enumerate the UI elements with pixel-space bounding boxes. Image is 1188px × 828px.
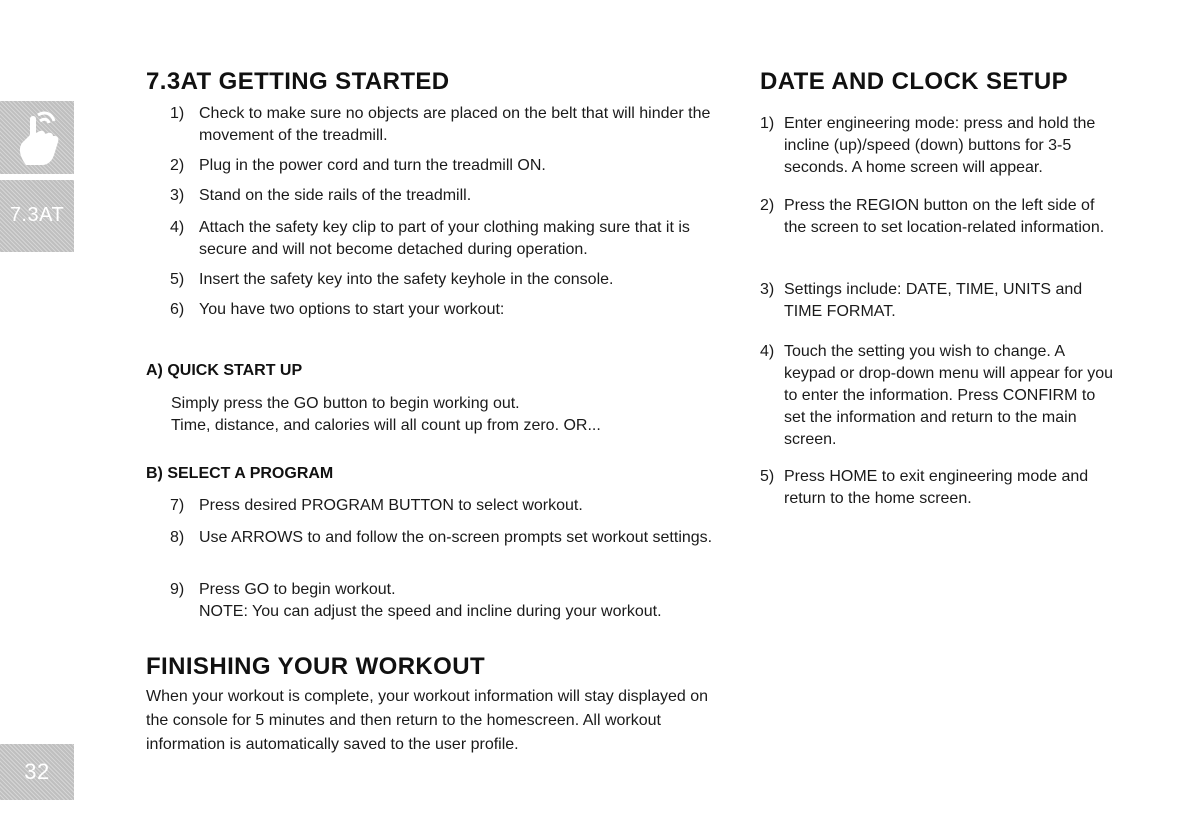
step-number: 8) [170,529,185,546]
step-text: Press desired PROGRAM BUTTON to select workout. [199,497,583,514]
step-text: Settings include: DATE, TIME, UNITS and TIME FORMAT. [784,281,1083,320]
step-number: 7) [170,497,185,514]
step-number: 9) [170,581,185,598]
step-text: Check to make sure no objects are placed on the belt that will hinder the movement of the treadmill. [199,105,711,144]
step-text: Use ARROWS to and follow the on-screen prompts set workout settings. [199,529,713,546]
step-text: Press HOME to exit engineering mode and return to the home screen. [784,468,1089,507]
step-number: 3) [170,187,185,204]
section-tab [0,180,74,252]
step-number: 1) [170,105,185,122]
sidebar-icon-tab [0,101,74,174]
step-number: 5) [760,468,775,485]
quick-start-heading: A) QUICK START UP [146,362,303,379]
step-text: Plug in the power cord and turn the treadmill ON. [199,157,546,174]
finishing-title: FINISHING YOUR WORKOUT [146,653,486,680]
step-number: 1) [760,115,775,132]
step-text: Enter engineering mode: press and hold the incline (up)/speed (down) buttons for 3-5 seconds. A home screen will appear. [784,115,1096,176]
step-text: Insert the safety key into the safety keyhole in the console. [199,271,614,288]
step-text: Press GO to begin workout. [199,581,396,598]
date-clock-title: DATE AND CLOCK SETUP [760,68,1068,95]
quick-start-line-2: Time, distance, and calories will all count up from zero. OR... [171,417,601,434]
page-number: 32 [24,759,50,784]
step-number: 2) [760,197,775,214]
step-text: Touch the setting you wish to change. A keypad or drop-down menu will appear for you to enter the information. Press CONFIRM to set the information and return to the main screen. [784,343,1114,448]
step-number: 4) [170,219,185,236]
step-number: 2) [170,157,185,174]
step-number: 4) [760,343,775,360]
step-number: 5) [170,271,185,288]
hand-touch-icon [10,109,64,167]
step-number: 6) [170,301,185,318]
select-program-heading: B) SELECT A PROGRAM [146,465,334,482]
step-text: You have two options to start your workout: [199,301,505,318]
step-text: Press the REGION button on the left side of the screen to set location-related information. [784,197,1105,236]
step-number: 3) [760,281,775,298]
section-tab-label: 7.3AT [9,204,65,226]
page-number-tab [0,744,74,800]
quick-start-line-1: Simply press the GO button to begin working out. [171,395,520,412]
getting-started-title: 7.3AT GETTING STARTED [146,68,450,95]
step-text: Stand on the side rails of the treadmill. [199,187,472,204]
workout-note: NOTE: You can adjust the speed and incline during your workout. [199,603,662,620]
finishing-body: When your workout is complete, your workout information will stay displayed on the console for 5 minutes and then return to the homescreen. All workout information is automatically saved to the user profile. [146,688,709,753]
step-text: Attach the safety key clip to part of your clothing making sure that it is secure and will not become detached during operation. [199,219,690,258]
